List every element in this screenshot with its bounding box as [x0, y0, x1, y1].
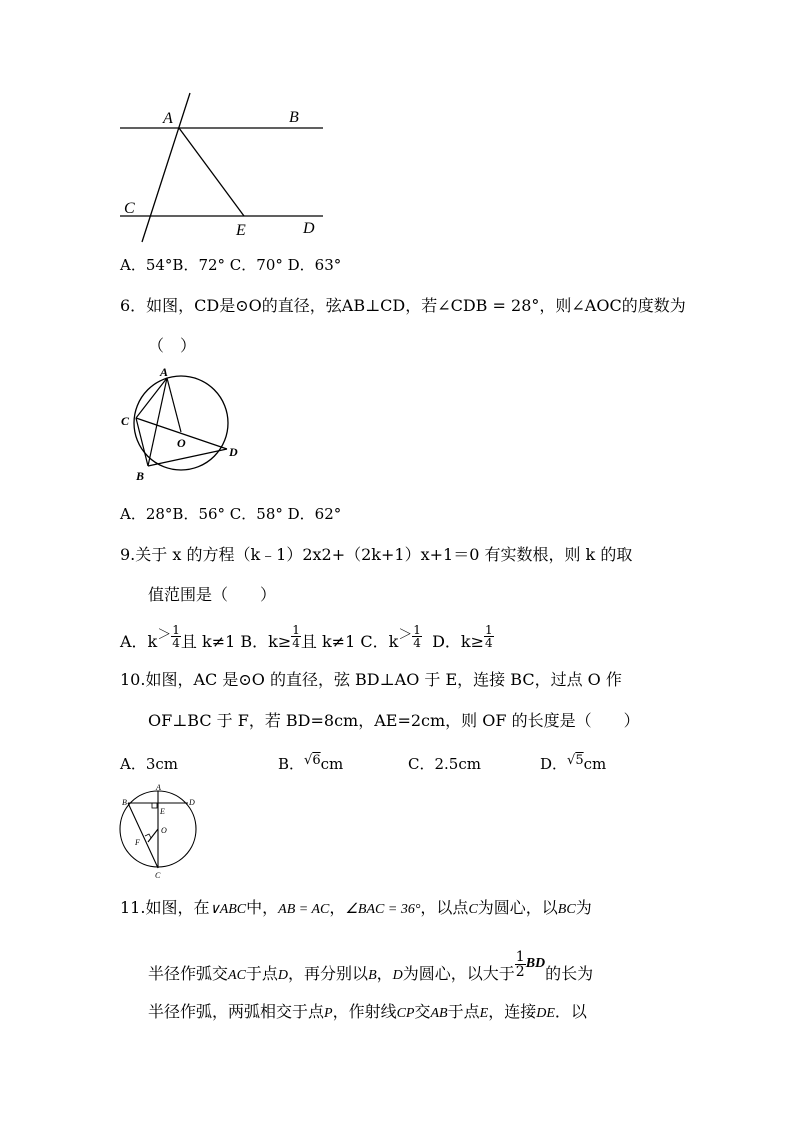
- fig3-label-O: O: [161, 826, 167, 835]
- q10-stem-line1: 10.如图，AC 是⊙O 的直径，弦 BD⊥AO 于 E，连接 BC，过点 O 作: [120, 670, 622, 689]
- q9-frac-b: $\frac{1}{4}$: [292, 623, 300, 650]
- fig2-label-C: C: [121, 414, 130, 428]
- q9-frac-c: $\frac{1}{4}$: [413, 623, 421, 650]
- q9-gt-1: ＞: [157, 627, 172, 643]
- figure-circle-q6: [115, 368, 255, 488]
- fig2-label-A: A: [160, 368, 169, 379]
- q9-frac-a: $\frac{1}{4}$: [172, 623, 180, 650]
- q6-stem: 6．如图，CD是⊙O的直径，弦AB⊥CD，若∠CDB = 28°，则∠AOC的度数为: [120, 296, 686, 315]
- fig1-label-A: A: [163, 110, 173, 127]
- q9-stem-line1: 9.关于 x 的方程（k﹣1）2x2+（2k+1）x+1＝0 有实数根，则 k 的取: [120, 545, 633, 564]
- q5-options: A．54°B．72° C．70° D．63°: [120, 256, 342, 274]
- q9-frac-d: $\frac{1}{4}$: [485, 623, 493, 650]
- q11-line3: 半径作弧，两弧相交于点P，作射线CP交AB于点E，连接DE．以: [148, 1002, 587, 1021]
- q10-option-d: D．√5cm: [540, 753, 607, 773]
- fig2-label-O: O: [177, 436, 186, 450]
- fig3-label-F: F: [135, 838, 140, 847]
- q11-line1: 11.如图，在∨ABC中，AB = AC，∠BAC = 36°，以点C为圆心，以BC为: [120, 898, 592, 917]
- fig1-label-C: C: [124, 200, 135, 217]
- fig2-label-B: B: [136, 469, 145, 483]
- q10-option-b: B．√6cm: [278, 753, 344, 773]
- figure-parallel-lines: [110, 90, 340, 250]
- q9-optA-pre: A．k: [120, 632, 158, 651]
- q10-stem-line2: OF⊥BC 于 F，若 BD=8cm，AE=2cm，则 OF 的长度是（ ）: [148, 711, 640, 730]
- q9-optA-post: 且 k≠1 B．k≥: [180, 632, 292, 651]
- fig1-label-B: B: [289, 109, 299, 126]
- q6-options: A．28°B．56° C．58° D．62°: [120, 505, 342, 523]
- q6-blank: （ ）: [148, 336, 197, 355]
- q9-optB-post: 且 k≠1 C．k: [300, 632, 399, 651]
- fig3-label-A: A: [156, 783, 161, 792]
- fig2-label-D: D: [229, 445, 238, 459]
- fig1-label-D: D: [303, 220, 315, 237]
- q9-optD-pre: D．k≥: [432, 632, 485, 651]
- q11-line2: 半径作弧交AC于点D，再分别以B，D为圆心，以大于 $\frac{1}{2}$ BD的长为: [148, 949, 594, 983]
- figure-circle-q10: [115, 783, 210, 883]
- q9-stem-line2: 值范围是（ ）: [148, 585, 277, 604]
- fig3-label-B: B: [122, 798, 127, 807]
- q9-gt-2: ＞: [398, 627, 413, 643]
- q10-option-a: A．3cm: [120, 755, 179, 773]
- fig3-label-E: E: [160, 807, 165, 816]
- q9-options: [120, 623, 494, 655]
- fig3-label-C: C: [155, 871, 161, 880]
- fig1-label-E: E: [236, 222, 246, 239]
- q10-option-c: C．2.5cm: [408, 755, 481, 773]
- q11-half-frac: $\frac{1}{2}$: [515, 949, 525, 980]
- fig3-label-D: D: [189, 798, 195, 807]
